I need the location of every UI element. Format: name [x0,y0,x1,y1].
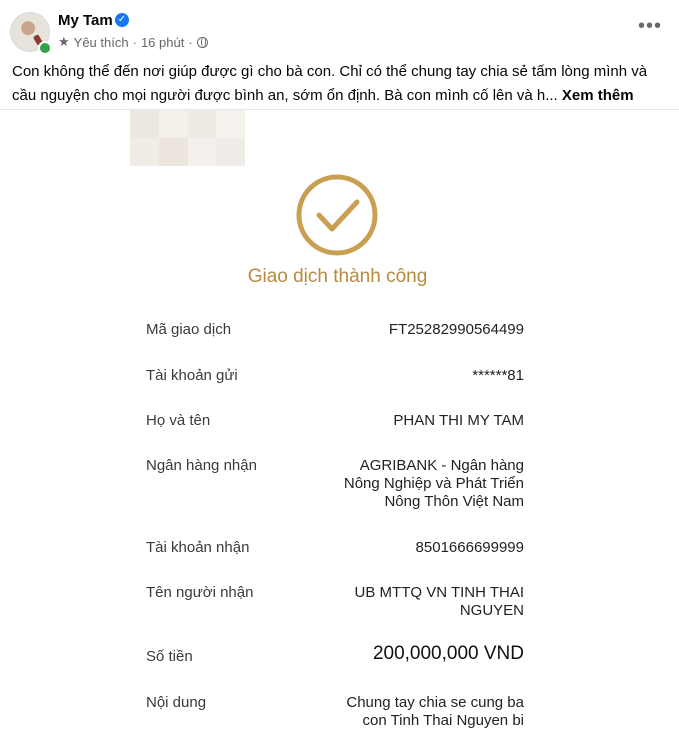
post-time[interactable]: 16 phút [140,34,185,50]
post-header [0,0,679,60]
post-body: Con không thể đến nơi giúp được gì cho bà con. Chỉ có thể chung tay chia sẻ tấm lòng mình và cầu nguyện cho mọi người được bình an, sớm ổn định. Bà con mình cố lên và h... [12,63,648,104]
label-sender-account: Tài khoản gửi [146,367,238,384]
value-receiving-bank [344,457,524,511]
favorite-label: Yêu thích [73,34,129,50]
value-amount: 200,000,000 VND [372,643,524,664]
value-content-line-1: Chung tay chia se cung ba [346,694,524,711]
meta-separator-2: · [188,34,193,50]
see-more-link[interactable]: Xem thêm [561,87,634,104]
more-horizontal-icon: ••• [637,15,662,37]
post-meta [58,34,208,50]
value-content [346,694,524,730]
receipt-image[interactable] [0,110,679,730]
value-recipient-name [355,584,524,620]
success-title: Giao dịch thành công [247,266,428,287]
value-receiving-bank-line-1: AGRIBANK - Ngân hàng [359,457,524,474]
value-receiving-account: 8501666699999 [415,539,524,556]
online-status-icon [38,41,52,55]
label-full-name: Họ và tên [146,412,211,429]
label-transaction-id: Mã giao dịch [146,321,232,338]
author-name[interactable]: My Tam [58,12,113,29]
more-options-button[interactable] [636,14,664,42]
label-receiving-bank: Ngân hàng nhận [146,457,257,474]
label-receiving-account: Tài khoản nhận [146,539,250,556]
label-recipient-name: Tên người nhận [146,584,254,601]
value-receiving-bank-line-2: Nông Nghiệp và Phát Triển [343,475,524,492]
post-text [12,60,667,108]
star-icon: ★ [58,34,70,49]
value-recipient-name-line-2: NGUYEN [459,602,524,619]
label-content: Nội dung [146,694,207,711]
value-full-name: PHAN THI MY TAM [393,412,524,429]
value-transaction-id: FT25282990564499 [388,321,524,338]
value-content-line-2: con Tinh Thai Nguyen bi [362,712,524,729]
value-recipient-name-line-1: UB MTTQ VN TINH THAI [354,584,524,601]
value-receiving-bank-line-3: Nông Thôn Việt Nam [384,493,524,510]
value-sender-account: ******81 [472,367,524,384]
globe-icon [197,37,208,48]
label-amount: Số tiền [146,648,193,665]
blurred-logo [130,110,245,166]
check-circle-icon [294,172,380,258]
verified-badge-icon: ✓ [115,13,129,27]
meta-separator: · [132,34,137,50]
